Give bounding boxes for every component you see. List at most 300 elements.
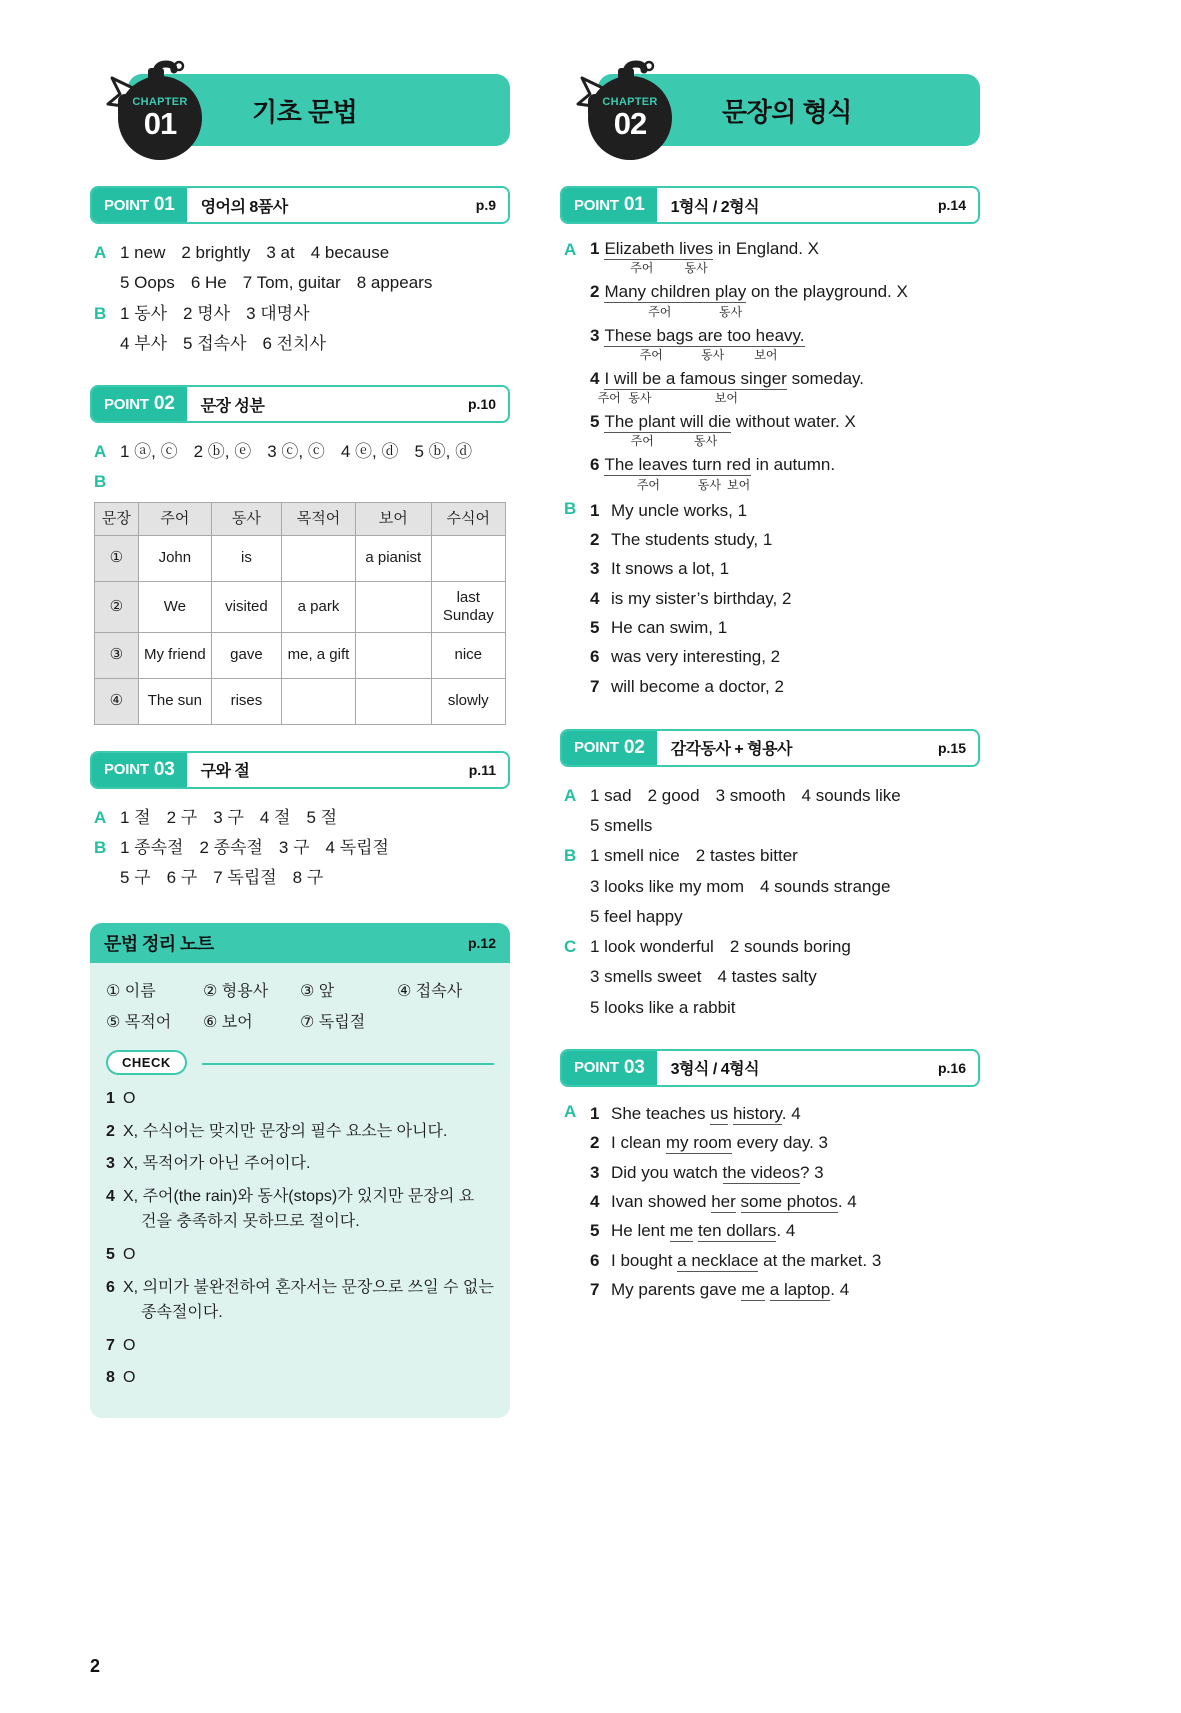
group-letter: A: [564, 785, 577, 805]
point-tag-number: 02: [153, 393, 175, 414]
group-items: [590, 872, 980, 902]
group-letter: A: [94, 807, 107, 827]
grammar-label: 보어: [727, 477, 751, 492]
grammar-sentence-text: [590, 281, 980, 302]
underlined-segment: me: [741, 1279, 766, 1299]
answer-item: 2 ⓑ, ⓔ: [193, 442, 252, 461]
check-text: O: [123, 1336, 136, 1354]
grammar-sentence: [590, 238, 980, 276]
answer-item: 4 sounds like: [801, 785, 901, 805]
sentence-answer: [590, 498, 980, 524]
underlined-segment: red: [726, 455, 751, 475]
table-cell: rises: [211, 678, 281, 724]
answer-item: 4 sounds strange: [759, 876, 891, 896]
note-header: [90, 923, 510, 963]
answer-item: 1 new: [120, 243, 166, 262]
underlined-segment: me: [669, 1221, 694, 1241]
group-items: [590, 841, 980, 871]
item-number: 1: [590, 1103, 600, 1123]
grammar-label: 동사: [701, 347, 725, 362]
grammar-label: 동사: [719, 304, 743, 319]
point-header-c1-p1[interactable]: [90, 186, 510, 224]
note-fill-answers: [106, 977, 494, 1038]
point-page-ref: p.10: [467, 396, 496, 412]
column-header: 수식어: [431, 502, 505, 535]
group-items: [120, 833, 510, 863]
chapter-badge-label: CHAPTER: [602, 96, 658, 109]
item-number: 3: [590, 325, 600, 345]
group-letter: A: [94, 243, 107, 262]
underlined-segment: too heavy.: [727, 325, 805, 345]
chapter-header-02: [560, 60, 980, 146]
grammar-label-row: [590, 432, 980, 449]
grammar-sentence-text: [590, 454, 980, 475]
underlined-segment: I: [604, 368, 614, 388]
answer-item: 8 구: [292, 868, 324, 887]
point-tag-label: POINT: [104, 395, 149, 413]
sentence-text: [611, 1130, 980, 1156]
note-fill-item: ⑦ 독립절: [300, 1013, 366, 1031]
answer-item: 4 부사: [120, 333, 168, 353]
answers-c2-p1-a: [560, 238, 980, 498]
item-number: 4: [590, 368, 600, 388]
point-header-c2-p1[interactable]: [560, 186, 980, 224]
underlined-segment: play: [715, 282, 747, 302]
sentence-answer: [590, 644, 980, 670]
check-text: O: [123, 1369, 136, 1387]
check-answer-list: [106, 1086, 494, 1391]
group-items: [120, 803, 510, 833]
point-tag: [92, 753, 187, 787]
table-cell: visited: [211, 581, 281, 632]
item-number: 2: [590, 1133, 600, 1153]
grammar-label-row: [590, 389, 980, 406]
point-tag-number: 01: [623, 194, 645, 215]
point-title: 1형식 / 2형식: [670, 198, 760, 216]
point-header-c1-p3[interactable]: [90, 751, 510, 789]
page-number: 2: [90, 1656, 101, 1676]
underlined-segment: us: [710, 1103, 729, 1123]
answer-item: 5 절: [306, 807, 338, 827]
answer-row: [564, 962, 980, 992]
grammar-label-row: [590, 476, 980, 493]
sentence-text: The students study, 1: [611, 529, 773, 549]
point-page-ref: p.9: [475, 197, 496, 213]
grammar-label: 주어: [648, 304, 672, 319]
chapter-column-02: [560, 60, 980, 1713]
sentence-segment: . 4: [830, 1279, 850, 1299]
group-letter: B: [94, 303, 107, 323]
point-title: 영어의 8품사: [200, 198, 288, 216]
sentence-text: [611, 1189, 980, 1215]
check-item: [106, 1333, 494, 1359]
grammar-sentence-text: [590, 411, 980, 432]
chapter-title: 기초 문법: [252, 96, 358, 127]
underlined-segment: The leaves: [604, 455, 693, 475]
answer-item: 3 at: [266, 243, 295, 262]
answer-item: 3 대명사: [246, 303, 310, 323]
answer-item: 5 Oops: [120, 273, 175, 293]
point-title: 문장 성분: [200, 397, 265, 415]
chapter-badge-number: 02: [613, 106, 647, 142]
point-page-ref: p.14: [937, 197, 966, 213]
point-tag: [562, 1051, 657, 1085]
answers-c2-p1-b: [560, 498, 980, 703]
answer-item: 1 ⓐ, ⓒ: [120, 442, 178, 461]
sentence-segment: someday.: [786, 368, 865, 388]
answer-item: 5 ⓑ, ⓓ: [414, 442, 473, 461]
sentence-text: [611, 1160, 980, 1186]
group-letter-spacer: [564, 872, 590, 902]
row-number: ④: [95, 678, 139, 724]
group-items: [590, 932, 980, 962]
answer-item: 4 because: [310, 243, 390, 262]
column-header: 주어: [138, 502, 211, 535]
table-cell: [431, 535, 505, 581]
chapter-title: 문장의 형식: [722, 96, 852, 127]
answer-row: [94, 863, 510, 893]
note-fill-item: ③ 앞: [300, 983, 335, 1001]
point-tag-label: POINT: [104, 761, 149, 778]
group-items: [120, 329, 510, 359]
underlined-segment: the videos: [722, 1162, 800, 1182]
answer-item: 5 접속사: [183, 333, 247, 353]
table-cell: [356, 678, 432, 724]
table-cell: gave: [211, 632, 281, 678]
table-cell: [356, 632, 432, 678]
answer-item: 1 sad: [590, 785, 632, 805]
note-body: [90, 963, 510, 1418]
answers-c1-p2: [90, 437, 510, 498]
point-header-c1-p2[interactable]: [90, 385, 510, 423]
sentence-segment: Did you watch: [611, 1162, 723, 1182]
answer-item: 5 구: [120, 868, 151, 887]
answer-row: [94, 437, 510, 467]
underlined-segment: ten dollars: [697, 1221, 777, 1241]
answer-item: 2 sounds boring: [729, 937, 851, 957]
answer-item: 3 smells sweet: [590, 967, 702, 987]
answer-item: 7 독립절: [213, 868, 277, 887]
check-item: [106, 1275, 494, 1326]
item-number: 7: [590, 1279, 600, 1299]
group-items: [590, 902, 980, 932]
grammar-label: 보어: [754, 347, 778, 362]
item-number: 6: [590, 1250, 600, 1270]
answer-item: 2 명사: [183, 303, 231, 323]
table-cell: a park: [281, 581, 355, 632]
column-header: 문장: [95, 502, 139, 535]
sentence-text: was very interesting, 2: [611, 647, 781, 667]
sentence-text: [611, 1248, 980, 1274]
check-text-wrap: [123, 1184, 494, 1235]
point-tag: [562, 731, 657, 765]
group-letter-spacer: [564, 962, 590, 992]
point-tag-number: 03: [623, 1056, 645, 1078]
underlined-segment: some photos: [740, 1191, 838, 1211]
group-letter-spacer: [564, 902, 590, 932]
check-item: [106, 1151, 494, 1177]
sentence-answer-list: [590, 498, 980, 703]
answer-row: [564, 811, 980, 841]
check-number: 3: [106, 1155, 115, 1173]
check-text-wrap: [123, 1275, 494, 1326]
table-cell: John: [138, 535, 211, 581]
column-header: 목적어: [281, 502, 355, 535]
answer-row: [564, 841, 980, 871]
underlined-segment: These bags: [604, 325, 699, 345]
underlined-segment: lives: [679, 239, 714, 258]
chapter-column-01: [90, 60, 510, 1713]
underlined-sentence: [590, 1189, 980, 1215]
sentence-text: [611, 1277, 980, 1303]
answer-row: [94, 238, 510, 268]
check-text: O: [123, 1246, 136, 1263]
point-tag: [562, 188, 657, 222]
grammar-sentence: [590, 368, 980, 406]
underlined-segment: will die: [680, 412, 732, 431]
sentence-segment: ? 3: [800, 1162, 824, 1182]
answer-item: 2 brightly: [181, 243, 251, 262]
check-item: [106, 1365, 494, 1391]
item-number: 4: [590, 588, 600, 608]
answer-item: 3 구: [278, 837, 310, 857]
sentence-answer: [590, 527, 980, 553]
sentence-answer: [590, 615, 980, 641]
group-items: [120, 268, 510, 298]
point-tag-number: 02: [623, 736, 645, 758]
table-row: [95, 678, 506, 724]
grammar-label: 주어: [630, 434, 654, 449]
point-page-ref: p.16: [937, 1059, 966, 1076]
table-cell: The sun: [138, 678, 211, 724]
underlined-sentence: [590, 1160, 980, 1186]
point-tag: [92, 387, 187, 421]
sentence-segment: . 4: [837, 1191, 857, 1211]
note-page-ref: p.12: [467, 935, 496, 952]
table-cell: slowly: [431, 678, 505, 724]
group-letter: A: [94, 442, 107, 461]
answer-item: 5 feel happy: [590, 906, 683, 926]
grammar-label: 보어: [714, 391, 738, 405]
answer-row: [564, 781, 980, 811]
sentence-components-table: [94, 502, 506, 725]
chapter-badge-number: 01: [143, 106, 177, 142]
point-tag-label: POINT: [574, 196, 619, 214]
answer-row: [94, 329, 510, 359]
sentence-segment: My parents gave: [611, 1279, 742, 1299]
check-item: [106, 1184, 494, 1235]
answer-item: 4 독립절: [325, 837, 389, 857]
grammar-label: 주어: [639, 347, 663, 362]
answer-row: [94, 803, 510, 833]
grammar-label: 동사: [628, 391, 652, 405]
group-letter: B: [94, 837, 107, 857]
answer-row: [94, 833, 510, 863]
point-title: 감각동사 + 형용사: [670, 741, 793, 759]
check-text: X, 주어(the rain)와 동사(stops)가 있지만 문장의 요: [123, 1187, 475, 1205]
point-page-ref: p.15: [937, 739, 966, 756]
answer-item: 2 tastes bitter: [695, 846, 798, 866]
point-tag-number: 03: [153, 758, 175, 780]
table-cell: [281, 535, 355, 581]
sentence-text: will become a doctor, 2: [611, 676, 784, 696]
answer-item: 1 종속절: [120, 837, 184, 857]
underlined-segment: a laptop: [769, 1279, 831, 1299]
sentence-segment: at the market. 3: [758, 1250, 882, 1270]
grammar-label-row: [590, 259, 980, 276]
sentence-segment: He lent: [611, 1221, 670, 1241]
group-letter: C: [564, 937, 577, 957]
group-letter: A: [564, 240, 577, 259]
check-number: 1: [106, 1090, 115, 1108]
item-number: 6: [590, 647, 600, 667]
answer-item: 8 appears: [356, 273, 433, 293]
answers-c2-p2: [560, 781, 980, 1023]
sentence-segment: on the playground. X: [746, 282, 908, 302]
item-number: 2: [590, 282, 600, 302]
sentence-text: He can swim, 1: [611, 617, 728, 637]
group-items: [120, 238, 510, 268]
check-item: [106, 1119, 494, 1145]
point-header-c2-p2[interactable]: [560, 729, 980, 767]
answer-row: [564, 932, 980, 962]
underlined-sentence: [590, 1218, 980, 1244]
answer-row: [94, 467, 510, 497]
row-number: ②: [95, 581, 139, 632]
grammar-label: 동사: [684, 261, 708, 276]
note-title: 문법 정리 노트: [104, 934, 214, 955]
check-number: 6: [106, 1278, 115, 1296]
underlined-segment: will be: [613, 368, 666, 388]
answer-item: 3 looks like my mom: [590, 876, 744, 896]
table-cell: me, a gift: [281, 632, 355, 678]
chapter-header-01: [90, 60, 510, 146]
check-divider: [106, 1050, 494, 1076]
answer-item: 5 looks like a rabbit: [590, 997, 736, 1017]
underlined-sentence: [590, 1277, 980, 1303]
point-tag-label: POINT: [574, 1059, 619, 1077]
point-title: 3형식 / 4형식: [670, 1061, 760, 1079]
note-fill-item: ② 형용사: [203, 983, 269, 1001]
grammar-label: 주어: [630, 261, 654, 276]
check-text: O: [123, 1090, 136, 1108]
group-items: [120, 299, 510, 329]
grammar-label: 동사: [697, 477, 721, 492]
underlined-sentence-list: [590, 1101, 980, 1306]
underlined-segment: a necklace: [677, 1250, 759, 1270]
answer-item: 4 절: [259, 807, 291, 827]
sentence-text: My uncle works, 1: [611, 500, 748, 520]
grammar-sentence-text: [590, 368, 980, 389]
check-number: 5: [106, 1246, 115, 1263]
check-number: 4: [106, 1187, 115, 1205]
answer-row: [564, 902, 980, 932]
sentence-segment: I clean: [611, 1133, 666, 1153]
note-fill-item: ① 이름: [106, 983, 156, 1001]
answer-row: [564, 993, 980, 1023]
table-cell: [356, 581, 432, 632]
sentence-answer: [590, 586, 980, 612]
check-text-continued: 건을 충족하지 못하므로 절이다.: [141, 1213, 360, 1231]
table-row: [95, 535, 506, 581]
grammar-sentence-text: [590, 325, 980, 346]
answer-item: 3 ⓒ, ⓒ: [267, 442, 325, 461]
point-tag-label: POINT: [574, 739, 619, 757]
check-text: X, 목적어가 아닌 주어이다.: [123, 1155, 311, 1173]
answer-item: 3 구: [213, 807, 244, 827]
grammar-sentence-text: [590, 238, 980, 259]
item-number: 6: [590, 455, 600, 475]
table-cell: We: [138, 581, 211, 632]
group-letter-spacer: [564, 811, 590, 841]
answer-item: 4 tastes salty: [717, 967, 817, 987]
check-text-continued: 종속절이다.: [141, 1304, 223, 1322]
column-header: 동사: [211, 502, 281, 535]
sentence-segment: in autumn.: [750, 455, 836, 475]
grammar-sentence-list: [590, 238, 980, 498]
grammar-label-row: [590, 303, 980, 320]
grammar-label-row: [590, 346, 980, 363]
group-items: [590, 811, 980, 841]
group-items: [590, 781, 980, 811]
group-letter: B: [564, 846, 577, 866]
group-letter-spacer: [94, 268, 120, 298]
group-letter-spacer: [564, 993, 590, 1023]
sentence-segment: every day. 3: [731, 1133, 829, 1153]
item-number: 4: [590, 1191, 600, 1211]
item-number: 5: [590, 412, 600, 431]
chapter-badge: [118, 76, 202, 160]
answer-item: 2 종속절: [199, 837, 263, 857]
sentence-text: is my sister’s birthday, 2: [611, 588, 792, 608]
answer-item: 1 look wonderful: [590, 937, 714, 957]
sentence-answer: [590, 674, 980, 700]
answer-row: [94, 268, 510, 298]
grammar-sentence: [590, 454, 980, 492]
table-cell: is: [211, 535, 281, 581]
table-cell: last Sunday: [431, 581, 505, 632]
underlined-sentence: [590, 1248, 980, 1274]
grammar-label: 주어: [636, 477, 660, 492]
check-text: X, 의미가 불완전하여 혼자서는 문장으로 쓰일 수 없는: [123, 1278, 494, 1296]
table-header-row: [95, 502, 506, 535]
chapter-badge: [588, 76, 672, 160]
row-number: ③: [95, 632, 139, 678]
check-number: 2: [106, 1122, 115, 1140]
point-header-c2-p3[interactable]: [560, 1049, 980, 1087]
grammar-note-box: [90, 923, 510, 1418]
sentence-text: [611, 1101, 980, 1127]
point-title: 구와 절: [200, 763, 250, 780]
point-tag-label: POINT: [104, 196, 149, 214]
underlined-segment: history: [732, 1103, 782, 1123]
group-items: [120, 863, 510, 893]
answer-item: 2 good: [647, 785, 700, 805]
grammar-sentence: [590, 325, 980, 363]
answer-item: 4 ⓔ, ⓓ: [340, 442, 399, 461]
check-number: 8: [106, 1369, 115, 1387]
sentence-segment: . 4: [781, 1103, 801, 1123]
item-number: 7: [590, 676, 600, 696]
group-items: [590, 962, 980, 992]
answer-item: 6 He: [190, 273, 227, 293]
answer-item: 3 smooth: [715, 785, 786, 805]
column-header: 보어: [356, 502, 432, 535]
chapter-badge-label: CHAPTER: [132, 96, 188, 109]
underlined-segment: The plant: [604, 412, 681, 431]
group-letter-spacer: [94, 329, 120, 359]
underlined-segment: are: [698, 325, 728, 345]
